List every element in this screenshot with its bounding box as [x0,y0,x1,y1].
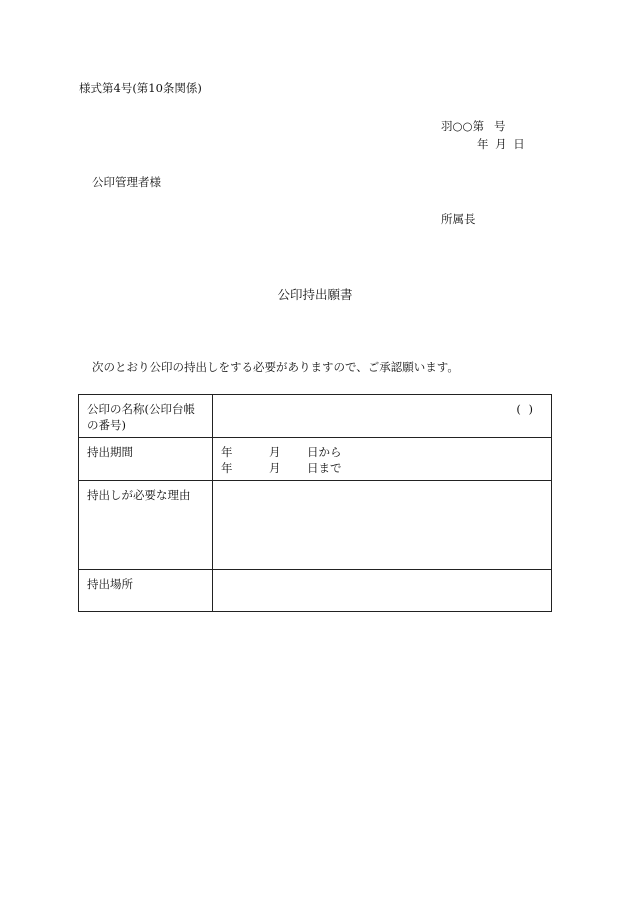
document-number [441,119,506,135]
period-from-day: 日から [307,445,342,460]
document-number-suffix: 号 [494,119,506,133]
period-to-year: 年 [221,461,233,476]
period-from-line [221,444,545,460]
addressee: 公印管理者様 [92,175,161,189]
seal-name-field[interactable] [213,395,552,438]
reason-label: 持出しが必要な理由 [79,481,213,570]
period-field[interactable] [213,438,552,481]
period-to-line [221,460,545,476]
sender: 所属長 [441,212,476,226]
seal-number-parens: ( ) [516,402,533,416]
intro-text: 次のとおり公印の持出しをする必要がありますので、ご承認願います。 [92,360,459,374]
table-row-period [79,438,552,481]
period-from-month: 月 [269,445,281,460]
seal-name-label: 公印の名称(公印台帳の番号) [79,395,213,438]
period-to-day: 日まで [307,461,342,476]
form-number: 様式第4号(第10条関係) [79,81,202,95]
table-row-location [79,570,552,612]
period-to-month: 月 [269,461,281,476]
document-number-prefix: 羽○○第 [441,119,485,133]
document-date: 年 月 日 [477,137,525,151]
application-form-table [78,394,552,612]
reason-field[interactable] [213,481,552,570]
period-label: 持出期間 [79,438,213,481]
location-field[interactable] [213,570,552,612]
location-label: 持出場所 [79,570,213,612]
document-title: 公印持出願書 [277,287,353,302]
table-row-seal-name [79,395,552,438]
period-from-year: 年 [221,445,233,460]
table-row-reason [79,481,552,570]
